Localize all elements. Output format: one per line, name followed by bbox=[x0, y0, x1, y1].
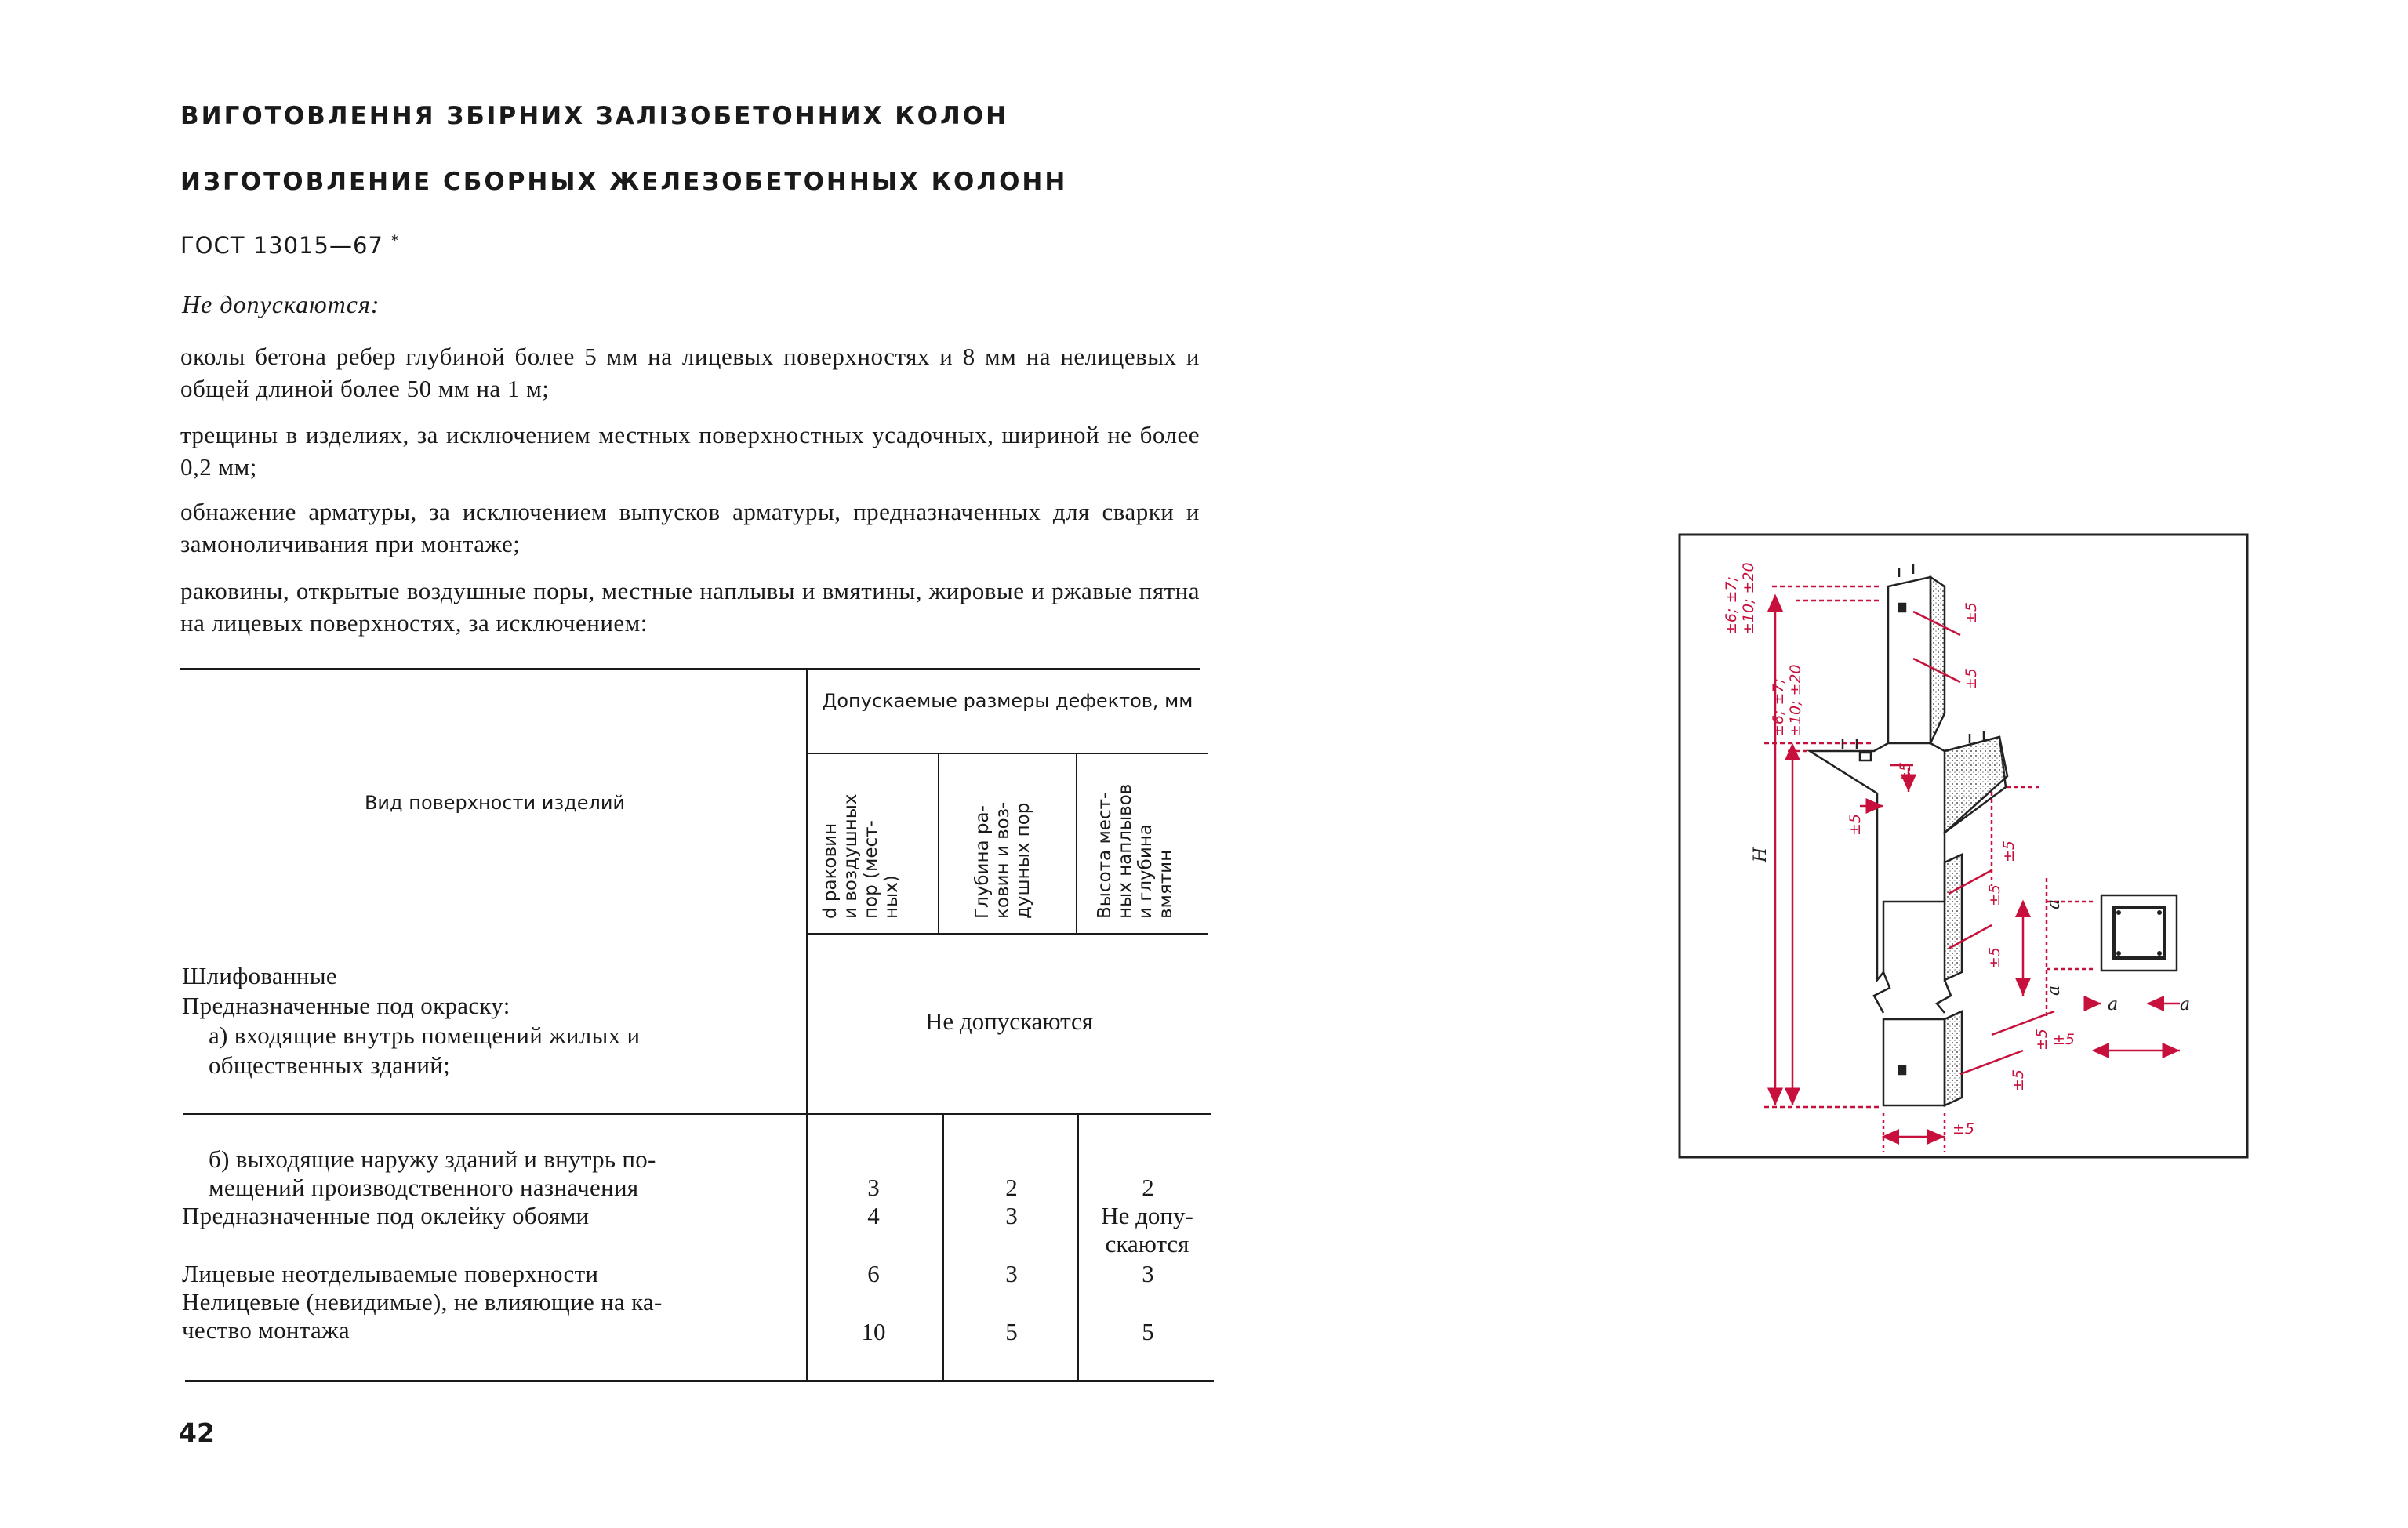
label-a-upper: a bbox=[2044, 898, 2064, 909]
row-wallpaper: Предназначенные под оклейку обоями bbox=[182, 1202, 590, 1229]
header-allowed-sizes: Допускаемые размеры дефектов, мм bbox=[822, 690, 1193, 712]
header-col-height-line: ных наплывов bbox=[1115, 783, 1135, 919]
label-a-lower: a bbox=[2044, 985, 2064, 996]
row-residential-a: а) входящие внутрь помещений жилых и bbox=[209, 1022, 641, 1049]
value-face-depth: 3 bbox=[1005, 1260, 1018, 1287]
value-wallpaper-d: 4 bbox=[867, 1202, 880, 1229]
header-col-diameter bbox=[820, 794, 902, 919]
tolerance-5-g: ±5 bbox=[1986, 946, 2003, 969]
tolerance-top-a: ±6; ±7; bbox=[1723, 576, 1740, 635]
paragraph-rebar: обнажение арматуры, за исключением выпусков арматуры, предназначенных для сварки и замоноличивания при монтаже; bbox=[180, 498, 1200, 557]
tolerance-5-f: ±5 bbox=[1986, 884, 2003, 906]
tolerance-5-c: ±5 bbox=[1897, 761, 1914, 784]
tolerance-mid-a: ±6; ±7; bbox=[1770, 678, 1787, 737]
value-wallpaper-height-a: Не допу- bbox=[1101, 1202, 1193, 1229]
value-nonface-d: 10 bbox=[861, 1318, 886, 1345]
gost-mark: * bbox=[391, 232, 400, 249]
tolerance-5-i: ±5 bbox=[2010, 1069, 2027, 1091]
tolerance-5-d: ±5 bbox=[1847, 813, 1864, 836]
cross-section bbox=[2101, 895, 2177, 971]
tolerance-5-a: ±5 bbox=[1963, 601, 1980, 624]
gost-reference bbox=[180, 232, 399, 259]
table-vrule-col2 bbox=[938, 754, 939, 933]
header-col-height-line: вмятин bbox=[1156, 849, 1176, 919]
header-col-diameter-line: и воздушных bbox=[841, 793, 861, 919]
row-face-surfaces: Лицевые неотделываемые поверхности bbox=[182, 1260, 599, 1287]
table-rule-header-bottom bbox=[808, 933, 1208, 935]
header-col-height-line: Высота мест- bbox=[1095, 792, 1115, 919]
column-drawing bbox=[1678, 533, 2249, 1159]
table-rule-bottom bbox=[185, 1380, 1214, 1382]
row-exterior-a: б) выходящие наружу зданий и внутрь по- bbox=[209, 1145, 656, 1173]
column-figure bbox=[1678, 533, 2249, 1159]
figure-frame bbox=[1680, 535, 2247, 1157]
value-nonface-height: 5 bbox=[1142, 1318, 1154, 1345]
tolerance-5-e: ±5 bbox=[2000, 840, 2018, 862]
header-col-depth-line: душных пор bbox=[1013, 802, 1033, 919]
value-face-height: 3 bbox=[1142, 1260, 1154, 1287]
row-residential-b: общественных зданий; bbox=[209, 1051, 451, 1079]
value-exterior-depth: 2 bbox=[1005, 1174, 1018, 1201]
value-exterior-height: 2 bbox=[1142, 1174, 1154, 1201]
gost-number: ГОСТ 13015—67 bbox=[180, 232, 383, 259]
table-vrule-col2-lower bbox=[942, 1115, 944, 1380]
value-nonface-depth: 5 bbox=[1005, 1318, 1018, 1345]
row-nonface-a: Нелицевые (невидимые), не влияющие на ка- bbox=[182, 1288, 663, 1316]
paragraph-cracks: трещины в изделиях, за исключением местных поверхностных усадочных, шириной не более 0,2 мм; bbox=[180, 421, 1200, 481]
header-surface-type: Вид поверхности изделий bbox=[364, 792, 626, 814]
row-for-painting: Предназначенные под окраску: bbox=[182, 992, 510, 1019]
tolerance-5-b: ±5 bbox=[1963, 667, 1980, 690]
row-nonface-b: чество монтажа bbox=[182, 1316, 350, 1344]
header-col-height-line: и глубина bbox=[1135, 824, 1156, 919]
header-col-depth-line: ковин и воз- bbox=[993, 801, 1013, 919]
tolerance-5-section: ±5 bbox=[2053, 1031, 2076, 1048]
header-col-diameter-line: пор (мест- bbox=[861, 820, 881, 919]
heading-ukrainian: ВИГОТОВЛЕННЯ ЗБІРНИХ ЗАЛІЗОБЕТОННИХ КОЛОН bbox=[180, 102, 1009, 130]
paragraph-chips: околы бетона ребер глубиной более 5 мм на лицевых поверхностях и 8 мм на нелицевых и общей длиной более 50 мм на 1 м; bbox=[180, 343, 1200, 402]
heading-russian: ИЗГОТОВЛЕНИЕ СБОРНЫХ ЖЕЛЕЗОБЕТОННЫХ КОЛОНН bbox=[180, 168, 1068, 196]
header-col-depth-line: Глубина ра- bbox=[972, 805, 993, 919]
table-rule-middle bbox=[183, 1113, 1211, 1115]
paragraph-cavities: раковины, открытые воздушные поры, местные наплывы и вмятины, жировые и ржавые пятна на лицевых поверхнoстях, за исключением: bbox=[180, 577, 1200, 637]
tolerance-top-b: ±10; ±20 bbox=[1740, 562, 1757, 635]
header-col-height bbox=[1095, 784, 1176, 919]
label-height: H bbox=[1751, 847, 1771, 862]
value-wallpaper-depth: 3 bbox=[1005, 1202, 1018, 1229]
value-face-d: 6 bbox=[867, 1260, 880, 1287]
value-wallpaper-height-b: скаются bbox=[1105, 1230, 1189, 1258]
table-rule-subheader bbox=[808, 753, 1208, 754]
value-exterior-d: 3 bbox=[867, 1174, 880, 1201]
value-not-allowed: Не допускаются bbox=[924, 1007, 1094, 1035]
table-rule-top bbox=[180, 668, 1200, 670]
tolerance-5-h: ±5 bbox=[2033, 1028, 2050, 1051]
header-col-depth bbox=[972, 802, 1033, 919]
table-vrule-main bbox=[806, 668, 808, 1381]
label-a-right: a bbox=[2180, 995, 2191, 1014]
table-vrule-col3-lower bbox=[1077, 1115, 1079, 1380]
tolerance-mid-b: ±10; ±20 bbox=[1787, 664, 1804, 737]
header-col-diameter-line: d раковин bbox=[820, 822, 841, 919]
not-allowed-heading: Не допускаются: bbox=[182, 290, 380, 318]
table-vrule-col3 bbox=[1076, 754, 1077, 933]
tolerance-5-bottom: ±5 bbox=[1952, 1120, 1975, 1138]
header-col-diameter-line: ных) bbox=[881, 875, 902, 919]
label-a-left: a bbox=[2108, 995, 2119, 1014]
row-polished: Шлифованные bbox=[182, 962, 337, 989]
page-number: 42 bbox=[179, 1417, 215, 1448]
row-exterior-b: мещений производственного назначения bbox=[209, 1174, 639, 1201]
